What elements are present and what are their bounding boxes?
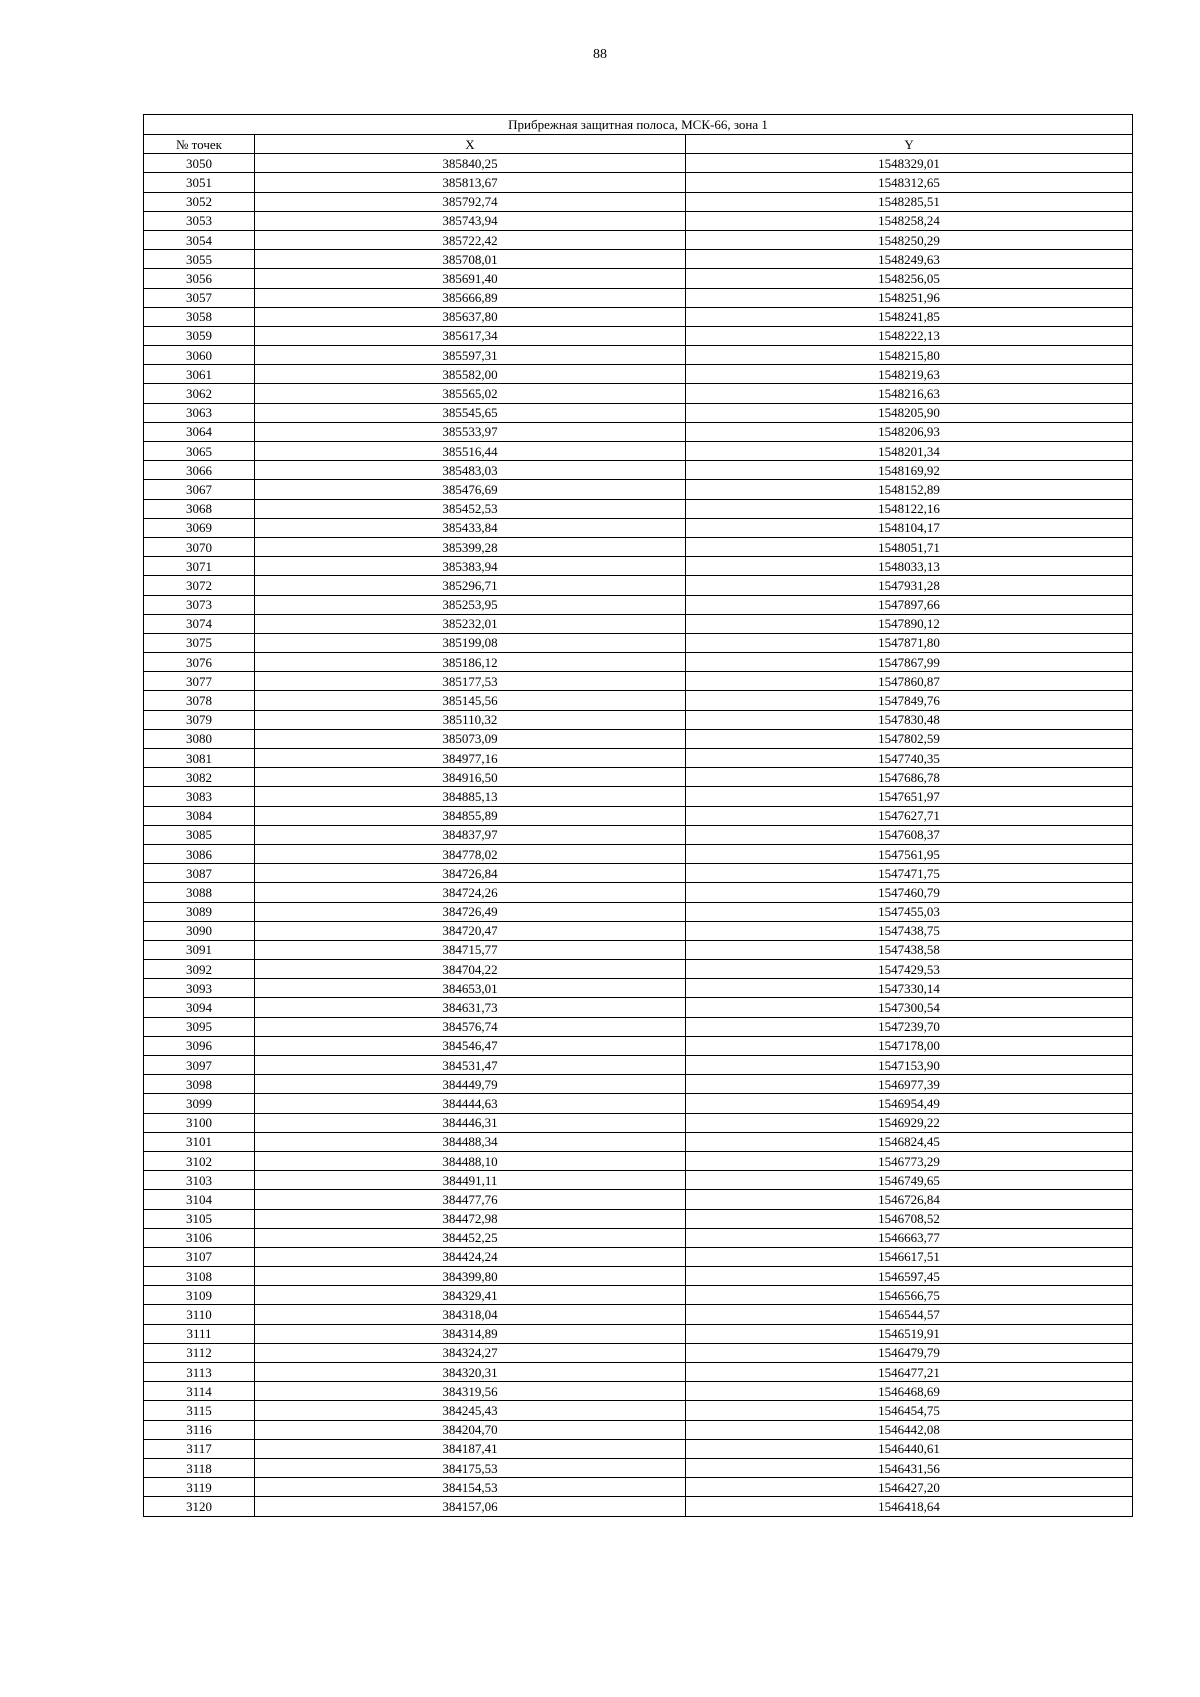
table-row (144, 346, 1133, 365)
point-number-cell: 3084 (144, 806, 255, 825)
table-row (144, 1209, 1133, 1228)
y-coordinate-cell: 1547330,14 (686, 979, 1133, 998)
x-coordinate-cell: 384329,41 (255, 1286, 686, 1305)
table-row (144, 672, 1133, 691)
point-number-cell: 3064 (144, 422, 255, 441)
y-coordinate-cell: 1548201,34 (686, 442, 1133, 461)
table-row (144, 1190, 1133, 1209)
y-coordinate-cell: 1547608,37 (686, 825, 1133, 844)
table-row (144, 1286, 1133, 1305)
x-coordinate-cell: 384488,34 (255, 1132, 686, 1151)
point-number-cell: 3097 (144, 1056, 255, 1075)
point-number-cell: 3053 (144, 211, 255, 230)
point-number-cell: 3120 (144, 1497, 255, 1516)
table-header-row (144, 135, 1133, 154)
point-number-cell: 3111 (144, 1324, 255, 1343)
table-row (144, 787, 1133, 806)
point-number-cell: 3067 (144, 480, 255, 499)
point-number-cell: 3068 (144, 499, 255, 518)
x-coordinate-cell: 385399,28 (255, 537, 686, 556)
point-number-cell: 3050 (144, 154, 255, 173)
table-row (144, 979, 1133, 998)
point-number-cell: 3095 (144, 1017, 255, 1036)
table-row (144, 653, 1133, 672)
y-coordinate-cell: 1546824,45 (686, 1132, 1133, 1151)
point-number-cell: 3102 (144, 1151, 255, 1170)
point-number-cell: 3110 (144, 1305, 255, 1324)
column-header-x: X (255, 135, 686, 154)
x-coordinate-cell: 384319,56 (255, 1382, 686, 1401)
point-number-cell: 3089 (144, 902, 255, 921)
table-row (144, 1439, 1133, 1458)
y-coordinate-cell: 1546468,69 (686, 1382, 1133, 1401)
x-coordinate-cell: 384320,31 (255, 1363, 686, 1382)
table-row (144, 461, 1133, 480)
y-coordinate-cell: 1546479,79 (686, 1343, 1133, 1362)
point-number-cell: 3057 (144, 288, 255, 307)
y-coordinate-cell: 1548216,63 (686, 384, 1133, 403)
point-number-cell: 3071 (144, 557, 255, 576)
y-coordinate-cell: 1547890,12 (686, 614, 1133, 633)
y-coordinate-cell: 1546977,39 (686, 1075, 1133, 1094)
x-coordinate-cell: 384399,80 (255, 1267, 686, 1286)
x-coordinate-cell: 385743,94 (255, 211, 686, 230)
point-number-cell: 3091 (144, 940, 255, 959)
point-number-cell: 3100 (144, 1113, 255, 1132)
x-coordinate-cell: 385597,31 (255, 346, 686, 365)
point-number-cell: 3107 (144, 1247, 255, 1266)
table-row (144, 1363, 1133, 1382)
x-coordinate-cell: 384837,97 (255, 825, 686, 844)
coordinates-table (143, 114, 1133, 1517)
x-coordinate-cell: 385792,74 (255, 192, 686, 211)
x-coordinate-cell: 385813,67 (255, 173, 686, 192)
point-number-cell: 3098 (144, 1075, 255, 1094)
point-number-cell: 3114 (144, 1382, 255, 1401)
x-coordinate-cell: 385582,00 (255, 365, 686, 384)
y-coordinate-cell: 1547429,53 (686, 960, 1133, 979)
y-coordinate-cell: 1548215,80 (686, 346, 1133, 365)
point-number-cell: 3090 (144, 921, 255, 940)
page-number: 88 (593, 47, 607, 62)
point-number-cell: 3072 (144, 576, 255, 595)
table-row (144, 250, 1133, 269)
x-coordinate-cell: 384704,22 (255, 960, 686, 979)
table-row (144, 557, 1133, 576)
point-number-cell: 3052 (144, 192, 255, 211)
x-coordinate-cell: 385145,56 (255, 691, 686, 710)
x-coordinate-cell: 384449,79 (255, 1075, 686, 1094)
point-number-cell: 3055 (144, 250, 255, 269)
x-coordinate-cell: 384452,25 (255, 1228, 686, 1247)
y-coordinate-cell: 1548249,63 (686, 250, 1133, 269)
table-row (144, 499, 1133, 518)
x-coordinate-cell: 385383,94 (255, 557, 686, 576)
table-row (144, 960, 1133, 979)
table-row (144, 940, 1133, 959)
y-coordinate-cell: 1547438,75 (686, 921, 1133, 940)
table-row (144, 844, 1133, 863)
y-coordinate-cell: 1546617,51 (686, 1247, 1133, 1266)
table-row (144, 1171, 1133, 1190)
x-coordinate-cell: 384885,13 (255, 787, 686, 806)
point-number-cell: 3116 (144, 1420, 255, 1439)
x-coordinate-cell: 385545,65 (255, 403, 686, 422)
x-coordinate-cell: 384157,06 (255, 1497, 686, 1516)
y-coordinate-cell: 1547740,35 (686, 749, 1133, 768)
table-row (144, 633, 1133, 652)
point-number-cell: 3092 (144, 960, 255, 979)
table-row (144, 1267, 1133, 1286)
table-row (144, 1401, 1133, 1420)
x-coordinate-cell: 384424,24 (255, 1247, 686, 1266)
point-number-cell: 3087 (144, 864, 255, 883)
point-number-cell: 3070 (144, 537, 255, 556)
y-coordinate-cell: 1546477,21 (686, 1363, 1133, 1382)
x-coordinate-cell: 385722,42 (255, 230, 686, 249)
y-coordinate-cell: 1546440,61 (686, 1439, 1133, 1458)
table-row (144, 710, 1133, 729)
table-row (144, 1075, 1133, 1094)
table-row (144, 288, 1133, 307)
x-coordinate-cell: 384245,43 (255, 1401, 686, 1420)
x-coordinate-cell: 384546,47 (255, 1036, 686, 1055)
point-number-cell: 3103 (144, 1171, 255, 1190)
y-coordinate-cell: 1547830,48 (686, 710, 1133, 729)
table-row (144, 1305, 1133, 1324)
table-row (144, 403, 1133, 422)
y-coordinate-cell: 1548312,65 (686, 173, 1133, 192)
x-coordinate-cell: 384726,49 (255, 902, 686, 921)
x-coordinate-cell: 385708,01 (255, 250, 686, 269)
x-coordinate-cell: 384977,16 (255, 749, 686, 768)
x-coordinate-cell: 384724,26 (255, 883, 686, 902)
y-coordinate-cell: 1546454,75 (686, 1401, 1133, 1420)
point-number-cell: 3108 (144, 1267, 255, 1286)
table-row (144, 1056, 1133, 1075)
x-coordinate-cell: 384488,10 (255, 1151, 686, 1170)
y-coordinate-cell: 1547860,87 (686, 672, 1133, 691)
point-number-cell: 3065 (144, 442, 255, 461)
table-row (144, 154, 1133, 173)
point-number-cell: 3082 (144, 768, 255, 787)
y-coordinate-cell: 1547455,03 (686, 902, 1133, 921)
point-number-cell: 3109 (144, 1286, 255, 1305)
point-number-cell: 3076 (144, 653, 255, 672)
y-coordinate-cell: 1546427,20 (686, 1478, 1133, 1497)
x-coordinate-cell: 384531,47 (255, 1056, 686, 1075)
x-coordinate-cell: 384154,53 (255, 1478, 686, 1497)
point-number-cell: 3106 (144, 1228, 255, 1247)
x-coordinate-cell: 385533,97 (255, 422, 686, 441)
table-row (144, 307, 1133, 326)
table-row (144, 825, 1133, 844)
table-row (144, 1151, 1133, 1170)
table-row (144, 1094, 1133, 1113)
table-row (144, 269, 1133, 288)
y-coordinate-cell: 1547627,71 (686, 806, 1133, 825)
point-number-cell: 3105 (144, 1209, 255, 1228)
x-coordinate-cell: 384631,73 (255, 998, 686, 1017)
point-number-cell: 3115 (144, 1401, 255, 1420)
table-row (144, 537, 1133, 556)
y-coordinate-cell: 1546418,64 (686, 1497, 1133, 1516)
point-number-cell: 3062 (144, 384, 255, 403)
table-row (144, 883, 1133, 902)
point-number-cell: 3099 (144, 1094, 255, 1113)
x-coordinate-cell: 385433,84 (255, 518, 686, 537)
point-number-cell: 3074 (144, 614, 255, 633)
table-row (144, 806, 1133, 825)
table-row (144, 902, 1133, 921)
x-coordinate-cell: 385232,01 (255, 614, 686, 633)
x-coordinate-cell: 384446,31 (255, 1113, 686, 1132)
table-row (144, 864, 1133, 883)
y-coordinate-cell: 1548051,71 (686, 537, 1133, 556)
x-coordinate-cell: 384175,53 (255, 1458, 686, 1477)
y-coordinate-cell: 1546663,77 (686, 1228, 1133, 1247)
y-coordinate-cell: 1548169,92 (686, 461, 1133, 480)
table-row (144, 230, 1133, 249)
y-coordinate-cell: 1548206,93 (686, 422, 1133, 441)
y-coordinate-cell: 1547871,80 (686, 633, 1133, 652)
table-row (144, 365, 1133, 384)
y-coordinate-cell: 1548205,90 (686, 403, 1133, 422)
x-coordinate-cell: 385637,80 (255, 307, 686, 326)
column-header-y: Y (686, 135, 1133, 154)
y-coordinate-cell: 1546566,75 (686, 1286, 1133, 1305)
table-row (144, 1113, 1133, 1132)
x-coordinate-cell: 385110,32 (255, 710, 686, 729)
x-coordinate-cell: 384187,41 (255, 1439, 686, 1458)
y-coordinate-cell: 1547438,58 (686, 940, 1133, 959)
y-coordinate-cell: 1547153,90 (686, 1056, 1133, 1075)
table-row (144, 1497, 1133, 1516)
y-coordinate-cell: 1547651,97 (686, 787, 1133, 806)
y-coordinate-cell: 1548258,24 (686, 211, 1133, 230)
x-coordinate-cell: 384653,01 (255, 979, 686, 998)
y-coordinate-cell: 1547849,76 (686, 691, 1133, 710)
x-coordinate-cell: 384778,02 (255, 844, 686, 863)
table-row (144, 326, 1133, 345)
table-row (144, 384, 1133, 403)
point-number-cell: 3081 (144, 749, 255, 768)
point-number-cell: 3093 (144, 979, 255, 998)
point-number-cell: 3117 (144, 1439, 255, 1458)
x-coordinate-cell: 384855,89 (255, 806, 686, 825)
y-coordinate-cell: 1547931,28 (686, 576, 1133, 595)
table-row (144, 211, 1133, 230)
point-number-cell: 3077 (144, 672, 255, 691)
table-row (144, 1478, 1133, 1497)
point-number-cell: 3073 (144, 595, 255, 614)
table-caption-row (144, 115, 1133, 135)
y-coordinate-cell: 1548104,17 (686, 518, 1133, 537)
point-number-cell: 3056 (144, 269, 255, 288)
table-row (144, 1343, 1133, 1362)
y-coordinate-cell: 1547178,00 (686, 1036, 1133, 1055)
y-coordinate-cell: 1548122,16 (686, 499, 1133, 518)
x-coordinate-cell: 384324,27 (255, 1343, 686, 1362)
y-coordinate-cell: 1546442,08 (686, 1420, 1133, 1439)
x-coordinate-cell: 385296,71 (255, 576, 686, 595)
point-number-cell: 3094 (144, 998, 255, 1017)
point-number-cell: 3080 (144, 729, 255, 748)
table-row (144, 691, 1133, 710)
x-coordinate-cell: 384726,84 (255, 864, 686, 883)
y-coordinate-cell: 1546726,84 (686, 1190, 1133, 1209)
x-coordinate-cell: 384720,47 (255, 921, 686, 940)
y-coordinate-cell: 1548285,51 (686, 192, 1133, 211)
table-row (144, 614, 1133, 633)
y-coordinate-cell: 1548033,13 (686, 557, 1133, 576)
y-coordinate-cell: 1547867,99 (686, 653, 1133, 672)
x-coordinate-cell: 384576,74 (255, 1017, 686, 1036)
point-number-cell: 3059 (144, 326, 255, 345)
x-coordinate-cell: 385691,40 (255, 269, 686, 288)
x-coordinate-cell: 384472,98 (255, 1209, 686, 1228)
x-coordinate-cell: 384916,50 (255, 768, 686, 787)
x-coordinate-cell: 384444,63 (255, 1094, 686, 1113)
x-coordinate-cell: 384715,77 (255, 940, 686, 959)
table-row (144, 749, 1133, 768)
y-coordinate-cell: 1546749,65 (686, 1171, 1133, 1190)
point-number-cell: 3060 (144, 346, 255, 365)
table-row (144, 1382, 1133, 1401)
x-coordinate-cell: 385483,03 (255, 461, 686, 480)
y-coordinate-cell: 1546597,45 (686, 1267, 1133, 1286)
y-coordinate-cell: 1547561,95 (686, 844, 1133, 863)
x-coordinate-cell: 385840,25 (255, 154, 686, 173)
point-number-cell: 3112 (144, 1343, 255, 1362)
y-coordinate-cell: 1548241,85 (686, 307, 1133, 326)
point-number-cell: 3075 (144, 633, 255, 652)
y-coordinate-cell: 1548152,89 (686, 480, 1133, 499)
y-coordinate-cell: 1546544,57 (686, 1305, 1133, 1324)
table-row (144, 921, 1133, 940)
y-coordinate-cell: 1548256,05 (686, 269, 1133, 288)
y-coordinate-cell: 1548329,01 (686, 154, 1133, 173)
point-number-cell: 3096 (144, 1036, 255, 1055)
point-number-cell: 3086 (144, 844, 255, 863)
x-coordinate-cell: 385617,34 (255, 326, 686, 345)
y-coordinate-cell: 1547460,79 (686, 883, 1133, 902)
table-row (144, 173, 1133, 192)
table-row (144, 480, 1133, 499)
y-coordinate-cell: 1547897,66 (686, 595, 1133, 614)
table-row (144, 1228, 1133, 1247)
x-coordinate-cell: 385666,89 (255, 288, 686, 307)
y-coordinate-cell: 1547471,75 (686, 864, 1133, 883)
point-number-cell: 3104 (144, 1190, 255, 1209)
y-coordinate-cell: 1547239,70 (686, 1017, 1133, 1036)
table-row (144, 422, 1133, 441)
point-number-cell: 3113 (144, 1363, 255, 1382)
table-row (144, 442, 1133, 461)
point-number-cell: 3088 (144, 883, 255, 902)
x-coordinate-cell: 384204,70 (255, 1420, 686, 1439)
x-coordinate-cell: 385516,44 (255, 442, 686, 461)
y-coordinate-cell: 1547686,78 (686, 768, 1133, 787)
y-coordinate-cell: 1546954,49 (686, 1094, 1133, 1113)
x-coordinate-cell: 385476,69 (255, 480, 686, 499)
x-coordinate-cell: 384491,11 (255, 1171, 686, 1190)
y-coordinate-cell: 1546708,52 (686, 1209, 1133, 1228)
x-coordinate-cell: 384318,04 (255, 1305, 686, 1324)
x-coordinate-cell: 385253,95 (255, 595, 686, 614)
point-number-cell: 3085 (144, 825, 255, 844)
table-row (144, 1420, 1133, 1439)
table-row (144, 768, 1133, 787)
point-number-cell: 3061 (144, 365, 255, 384)
point-number-cell: 3119 (144, 1478, 255, 1497)
y-coordinate-cell: 1548251,96 (686, 288, 1133, 307)
y-coordinate-cell: 1546773,29 (686, 1151, 1133, 1170)
table-row (144, 595, 1133, 614)
table-row (144, 729, 1133, 748)
y-coordinate-cell: 1547802,59 (686, 729, 1133, 748)
point-number-cell: 3066 (144, 461, 255, 480)
point-number-cell: 3058 (144, 307, 255, 326)
table-row (144, 1324, 1133, 1343)
point-number-cell: 3051 (144, 173, 255, 192)
x-coordinate-cell: 385186,12 (255, 653, 686, 672)
x-coordinate-cell: 384314,89 (255, 1324, 686, 1343)
table-row (144, 1132, 1133, 1151)
x-coordinate-cell: 385073,09 (255, 729, 686, 748)
x-coordinate-cell: 385565,02 (255, 384, 686, 403)
table-row (144, 998, 1133, 1017)
y-coordinate-cell: 1548222,13 (686, 326, 1133, 345)
table-row (144, 192, 1133, 211)
point-number-cell: 3079 (144, 710, 255, 729)
point-number-cell: 3118 (144, 1458, 255, 1477)
point-number-cell: 3078 (144, 691, 255, 710)
point-number-cell: 3101 (144, 1132, 255, 1151)
point-number-cell: 3063 (144, 403, 255, 422)
table-title: Прибрежная защитная полоса, МСК-66, зона 1 (144, 115, 1133, 135)
y-coordinate-cell: 1546519,91 (686, 1324, 1133, 1343)
x-coordinate-cell: 385199,08 (255, 633, 686, 652)
x-coordinate-cell: 385177,53 (255, 672, 686, 691)
y-coordinate-cell: 1548250,29 (686, 230, 1133, 249)
table-row (144, 1017, 1133, 1036)
table-row (144, 576, 1133, 595)
table-row (144, 518, 1133, 537)
table-row (144, 1458, 1133, 1477)
point-number-cell: 3083 (144, 787, 255, 806)
column-header-point-number: № точек (144, 135, 255, 154)
y-coordinate-cell: 1546929,22 (686, 1113, 1133, 1132)
x-coordinate-cell: 384477,76 (255, 1190, 686, 1209)
y-coordinate-cell: 1548219,63 (686, 365, 1133, 384)
y-coordinate-cell: 1547300,54 (686, 998, 1133, 1017)
point-number-cell: 3054 (144, 230, 255, 249)
x-coordinate-cell: 385452,53 (255, 499, 686, 518)
table-body (144, 154, 1133, 1516)
y-coordinate-cell: 1546431,56 (686, 1458, 1133, 1477)
point-number-cell: 3069 (144, 518, 255, 537)
table-row (144, 1036, 1133, 1055)
table-row (144, 1247, 1133, 1266)
